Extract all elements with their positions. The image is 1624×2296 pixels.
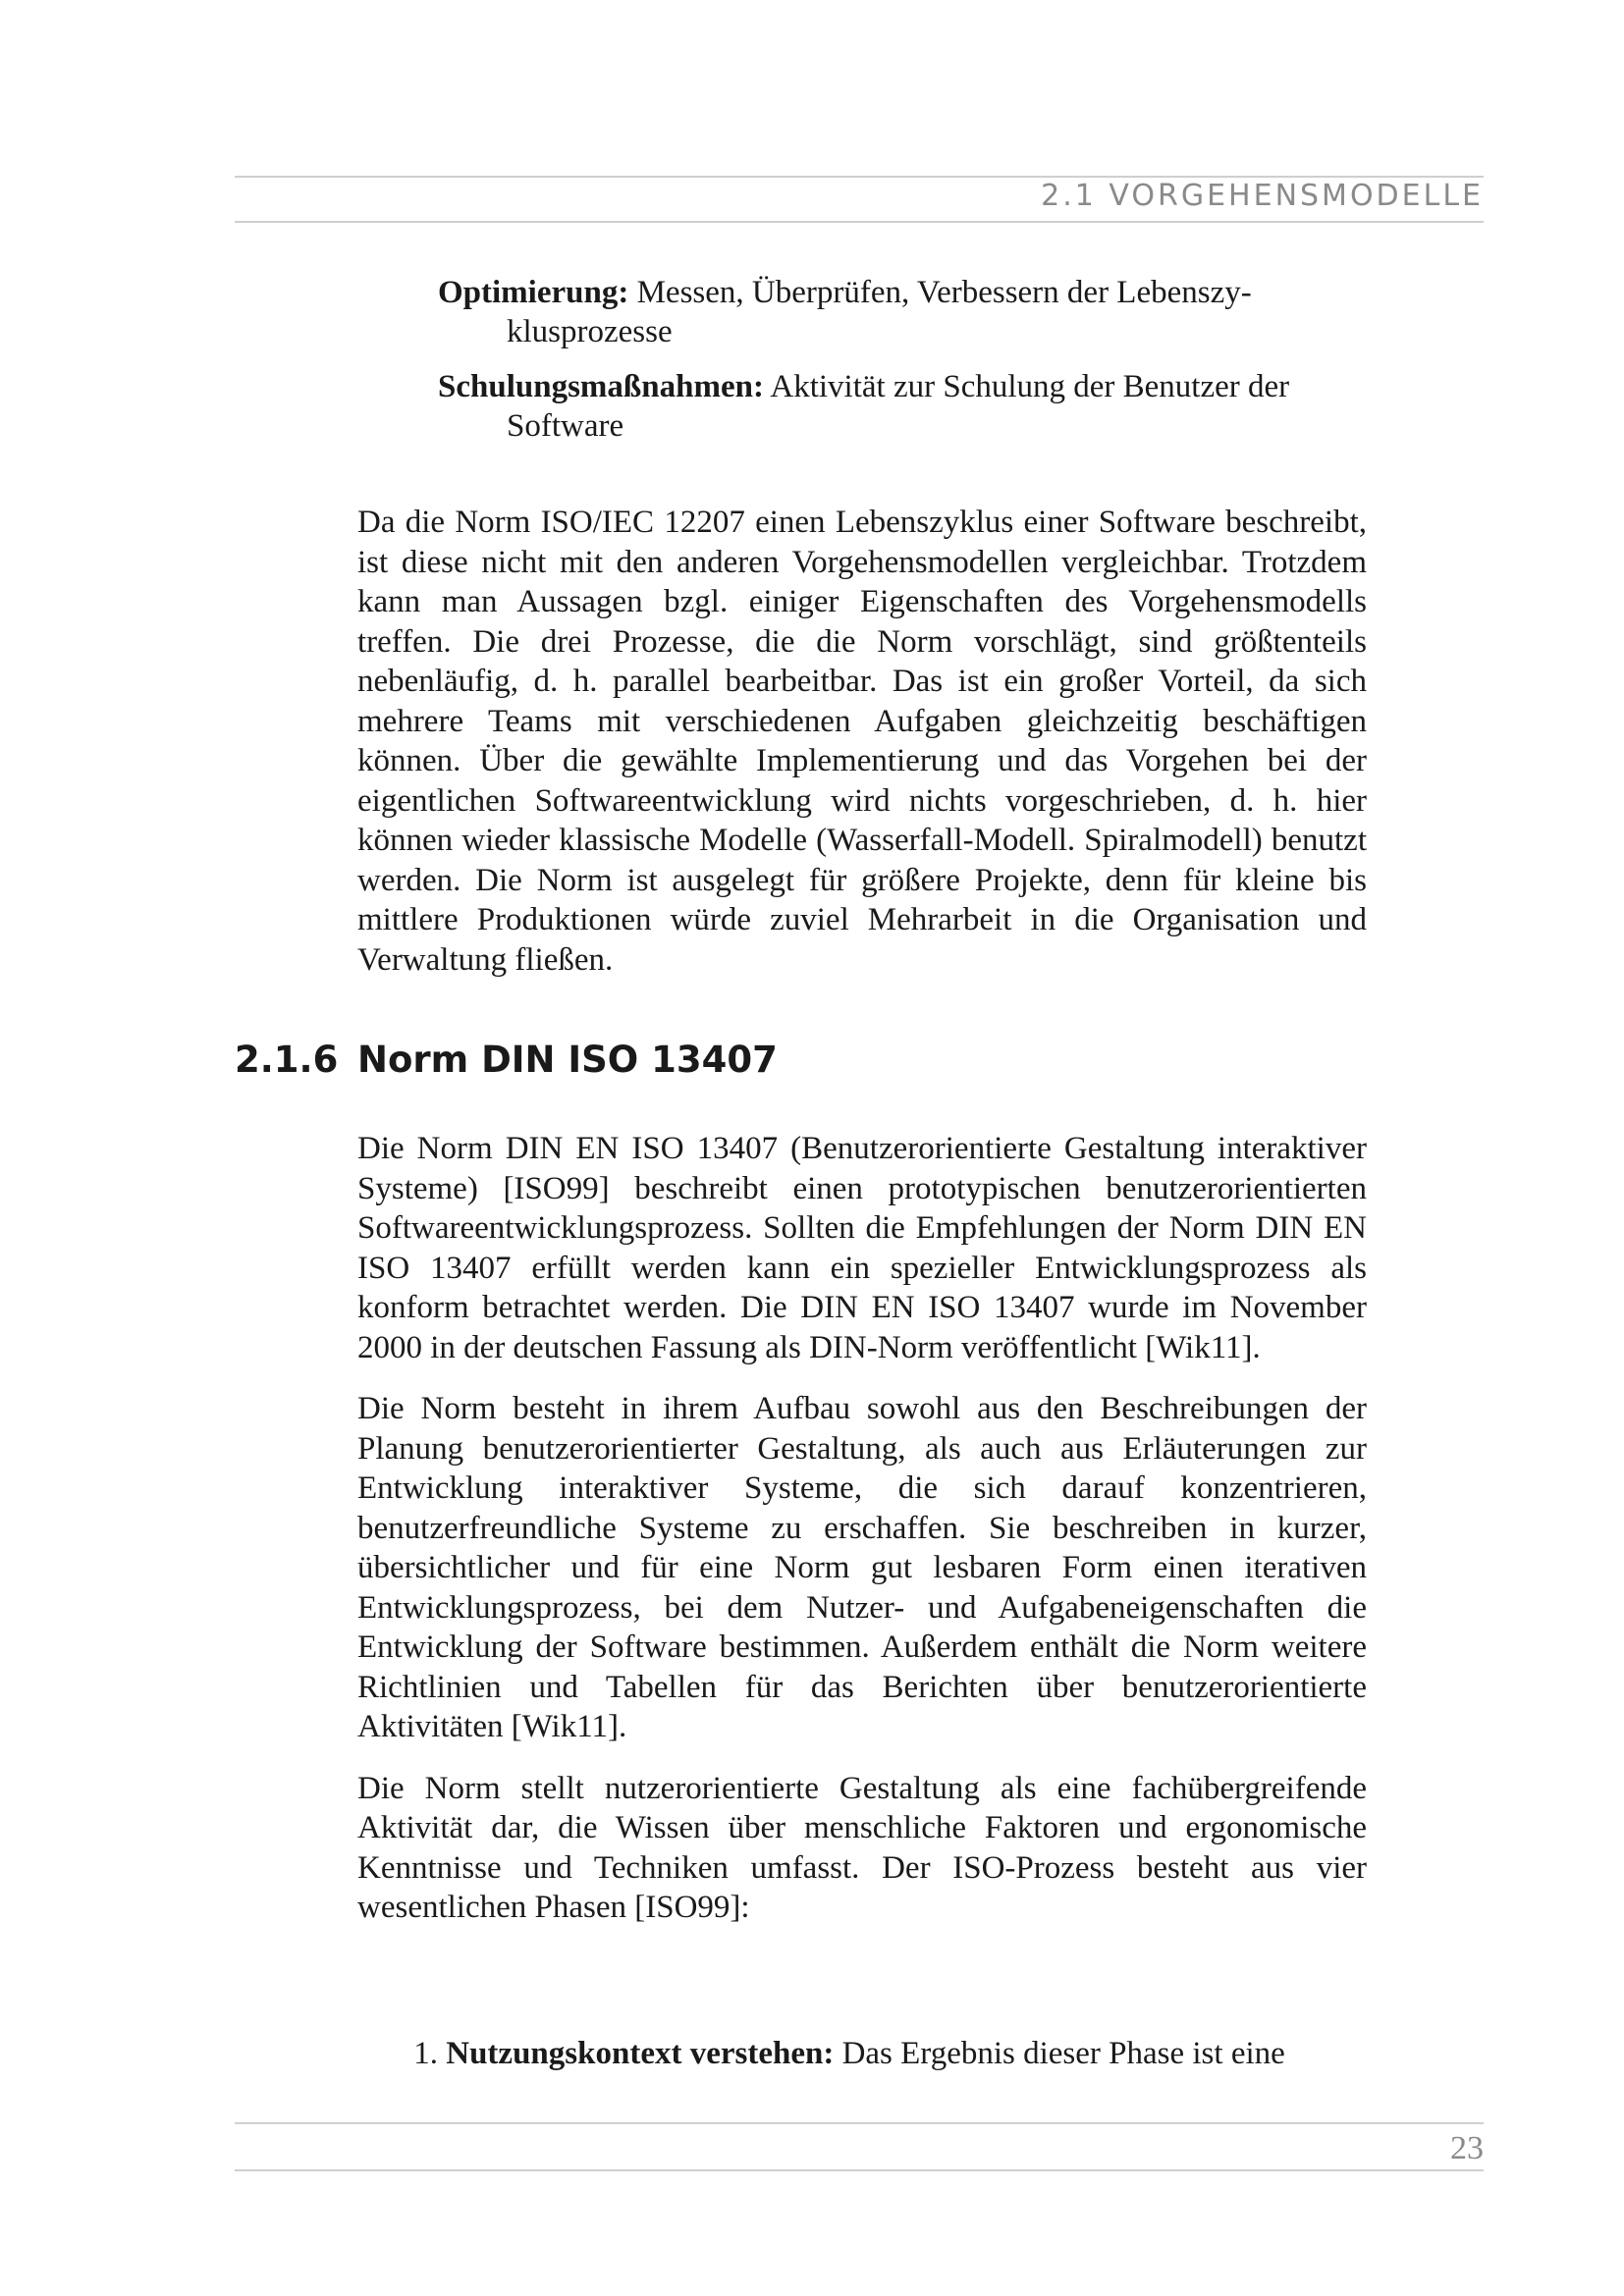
paragraph-block-top <box>357 503 1367 980</box>
section-number: 2.1.6 <box>235 1039 339 1081</box>
header-rule-top <box>235 176 1484 178</box>
description-text: Aktivität zur Schulung der Benutzer der Software <box>507 369 1290 444</box>
page-number: 23 <box>1450 2130 1484 2166</box>
enumeration-text: Das Ergebnis dieser Phase ist eine <box>841 2036 1285 2071</box>
description-list <box>438 273 1367 446</box>
paragraph-block-section <box>357 1129 1367 1928</box>
section-title: Norm DIN ISO 13407 <box>357 1039 778 1081</box>
enumeration-marker: 1. <box>413 2036 438 2071</box>
enumeration-item <box>357 2034 1367 2073</box>
description-item-optimierung <box>438 273 1367 351</box>
description-text: Messen, Überprüfen, Verbessern der Lebenszyklusprozesse <box>507 275 1252 349</box>
section-heading <box>235 1039 778 1081</box>
header-rule-bottom <box>235 221 1484 223</box>
paragraph: Da die Norm ISO/IEC 12207 einen Lebenszyklus einer Software beschreibt, ist diese nicht mit den anderen Vorgehensmodellen vergleichbar. Trotzdem kann man Aussagen bzgl. einiger Eigenschaften des Vorgehensmodells treffen. Die drei Prozesse, die die Norm vorschlägt, sind größtenteils nebenläufig, d. h. parallel bearbeitbar. Das ist ein großer Vorteil, da sich mehrere Teams mit verschiedenen Aufgaben gleichzeitig beschäftigen können. Über die gewählte Implementierung und das Vorgehen bei der eigentlichen Softwareentwicklung wird nichts vorgeschrieben, d. h. hier können wieder klassische Modelle (Wasserfall-Modell. Spiralmodell) benutzt werden. Die Norm ist ausgelegt für größere Projekte, denn für kleine bis mittlere Produktionen würde zuviel Mehrarbeit in die Organisation und Verwaltung fließen. <box>357 505 1367 978</box>
description-term: Optimierung: <box>438 275 629 310</box>
footer-rule-bottom <box>235 2169 1484 2171</box>
description-item-schulung <box>438 367 1367 446</box>
running-head: 2.1 VORGEHENSMODELLE <box>1041 179 1484 213</box>
paragraph: Die Norm DIN EN ISO 13407 (Benutzerorientierte Gestaltung interaktiver Systeme) [ISO99] beschreibt einen prototypischen benutzerorientierten Softwareentwicklungsprozess. Sollten die Empfehlungen der Norm DIN EN ISO 13407 erfüllt werden kann ein spezieller Entwicklungsprozess als konform betrachtet werden. Die DIN EN ISO 13407 wurde im November 2000 in der deutschen Fassung als DIN-Norm veröffentlicht [Wik11]. <box>357 1131 1367 1365</box>
description-term: Schulungsmaßnahmen: <box>438 369 764 404</box>
enumeration-term: Nutzungskontext verstehen: <box>446 2036 835 2071</box>
paragraph: Die Norm stellt nutzerorientierte Gestaltung als eine fachübergreifende Aktivität dar, die Wissen über menschliche Faktoren und ergonomische Kenntnisse und Techniken umfasst. Der ISO-Prozess besteht aus vier wesentlichen Phasen [ISO99]: <box>357 1770 1367 1925</box>
enumeration-list <box>357 2034 1367 2073</box>
paragraph: Die Norm besteht in ihrem Aufbau sowohl aus den Beschreibungen der Planung benutzerorientierter Gestaltung, als auch aus Erläuterungen zur Entwicklung interaktiver Systeme, die sich darauf konzentrieren, benutzerfreundliche Systeme zu erschaffen. Sie beschreiben in kurzer, übersichtlicher und für eine Norm gut lesbaren Form einen iterativen Entwicklungsprozess, bei dem Nutzer- und Aufgabeneigenschaften die Entwicklung der Software bestimmen. Außerdem enthält die Norm weitere Richtlinien und Tabellen für das Berichten über benutzerorientierte Aktivitäten [Wik11]. <box>357 1391 1367 1744</box>
footer-rule-top <box>235 2122 1484 2124</box>
